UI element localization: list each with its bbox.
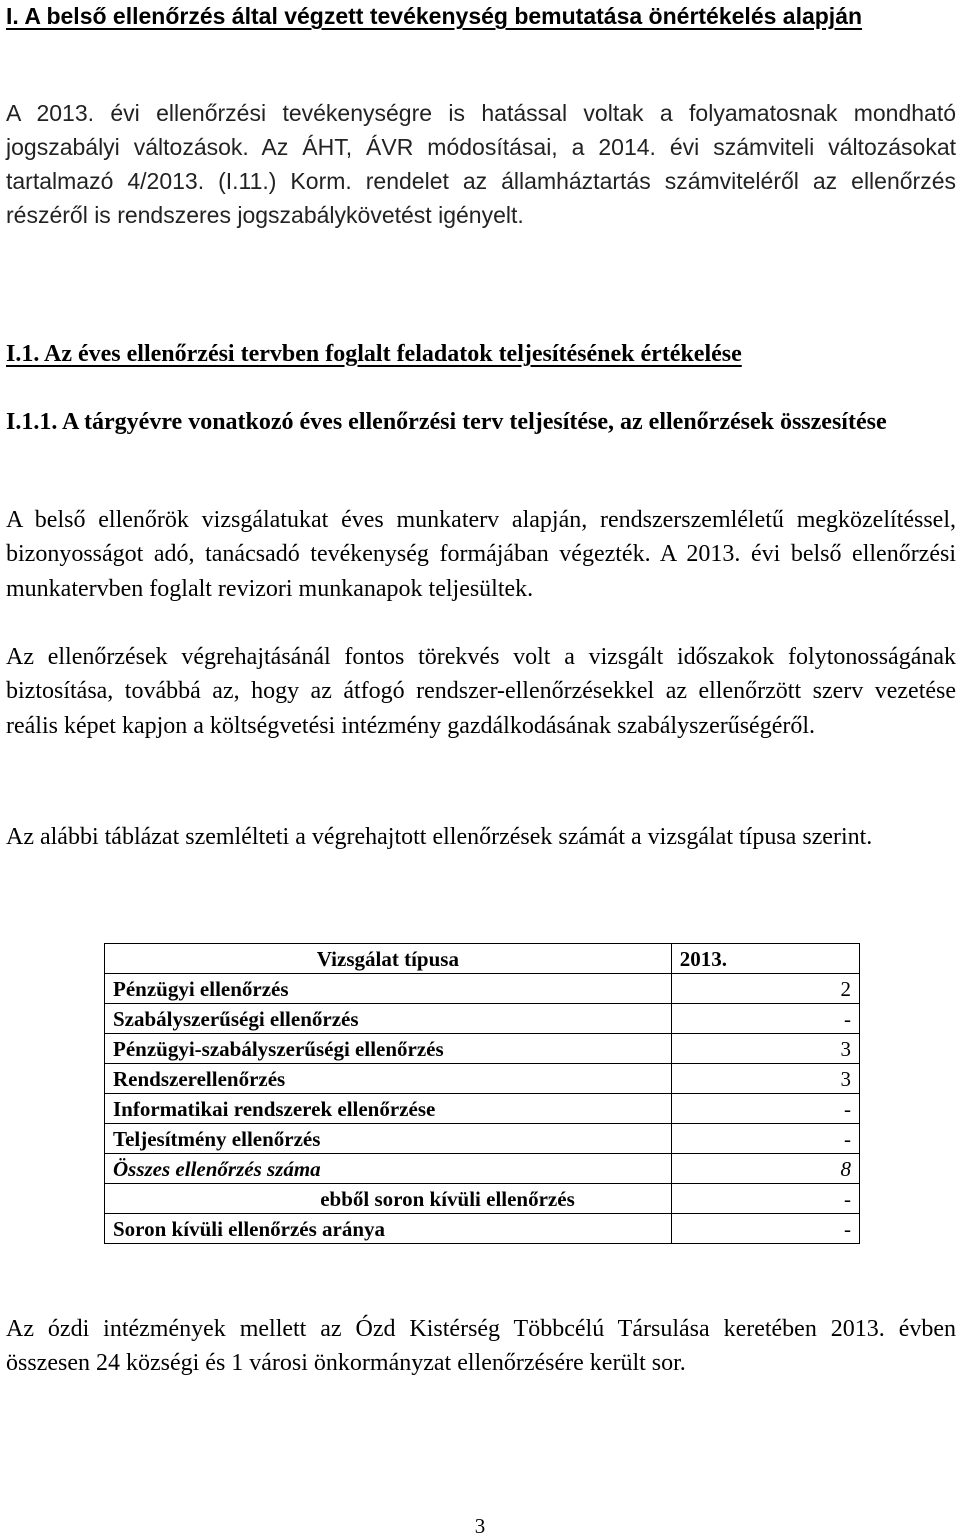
table-row (105, 1004, 860, 1034)
paragraph-continuity: Az ellenőrzések végrehajtásánál fontos törekvés volt a vizsgált időszakok folytonosságának biztosítása, továbbá az, hogy az átfogó rendszer-ellenőrzésekkel az ellenőrzött szerv vezetése reális képet kapjon a költségvetési intézmény gazdálkodásának szabályszerűségéről. (6, 644, 956, 739)
page-number: 3 (474, 1514, 486, 1538)
paragraph-table-intro: Az alábbi táblázat szemlélteti a végrehajtott ellenőrzések számát a vizsgálat típusa szerint. (6, 824, 873, 850)
table-total-row (105, 1154, 860, 1184)
section-heading-1: I. A belső ellenőrzés által végzett tevékenység bemutatása önértékelés alapján (6, 3, 863, 29)
table-row (105, 974, 860, 1004)
row-value: 2 (671, 974, 859, 1004)
paragraph-municipalities: Az ózdi intézmények mellett az Ózd Kistérség Többcélú Társulása keretében 2013. évben összesen 24 községi és 1 városi önkormányzat ellenőrzésére került sor. (6, 1316, 956, 1377)
row-value: - (671, 1124, 859, 1154)
subtotal-label: ebből soron kívüli ellenőrzés (105, 1184, 672, 1214)
paragraph-work-plan: A belső ellenőrök vizsgálatukat éves munkaterv alapján, rendszerszemléletű megközelítéssel, bizonyosságot adó, tanácsadó tevékenység formájában végezték. A 2013. évi belső ellenőrzési munkatervben foglalt revizori munkanapok teljesültek. (6, 507, 956, 602)
row-value: - (671, 1094, 859, 1124)
row-type: Pénzügyi ellenőrzés (105, 974, 672, 1004)
section-heading-2: I.1. Az éves ellenőrzési tervben foglalt feladatok teljesítésének értékelése (6, 341, 742, 367)
row-value: 3 (671, 1034, 859, 1064)
section-heading-3: I.1.1. A tárgyévre vonatkozó éves ellenőrzési terv teljesítése, az ellenőrzések összesítése (6, 409, 887, 435)
row-value: 3 (671, 1064, 859, 1094)
subtotal-value: - (671, 1184, 859, 1214)
intro-paragraph: A 2013. évi ellenőrzési tevékenységre is hatással voltak a folyamatosnak mondható jogszabályi változások. Az ÁHT, ÁVR módosításai, a 2014. évi számviteli változásokat tartalmazó 4/2013. (I.11.) Korm. rendelet az államháztartás számviteléről az ellenőrzés részéről is rendszeres jogszabálykövetést igényelt. (6, 100, 956, 228)
row-value: - (671, 1004, 859, 1034)
total-label: Összes ellenőrzés száma (105, 1154, 672, 1184)
table-row (105, 1034, 860, 1064)
table-subtotal-row (105, 1184, 860, 1214)
header-year: 2013. (671, 944, 859, 974)
row-type: Pénzügyi-szabályszerűségi ellenőrzés (105, 1034, 672, 1064)
audit-type-table (104, 943, 860, 1244)
table-row (105, 1094, 860, 1124)
table-header-row (105, 944, 860, 974)
row-type: Szabályszerűségi ellenőrzés (105, 1004, 672, 1034)
row-type: Teljesítmény ellenőrzés (105, 1124, 672, 1154)
table-ratio-row (105, 1214, 860, 1244)
table-row (105, 1124, 860, 1154)
table-row (105, 1064, 860, 1094)
row-type: Rendszerellenőrzés (105, 1064, 672, 1094)
row-type: Informatikai rendszerek ellenőrzése (105, 1094, 672, 1124)
ratio-value: - (671, 1214, 859, 1244)
header-type: Vizsgálat típusa (105, 944, 672, 974)
total-value: 8 (671, 1154, 859, 1184)
ratio-label: Soron kívüli ellenőrzés aránya (105, 1214, 672, 1244)
